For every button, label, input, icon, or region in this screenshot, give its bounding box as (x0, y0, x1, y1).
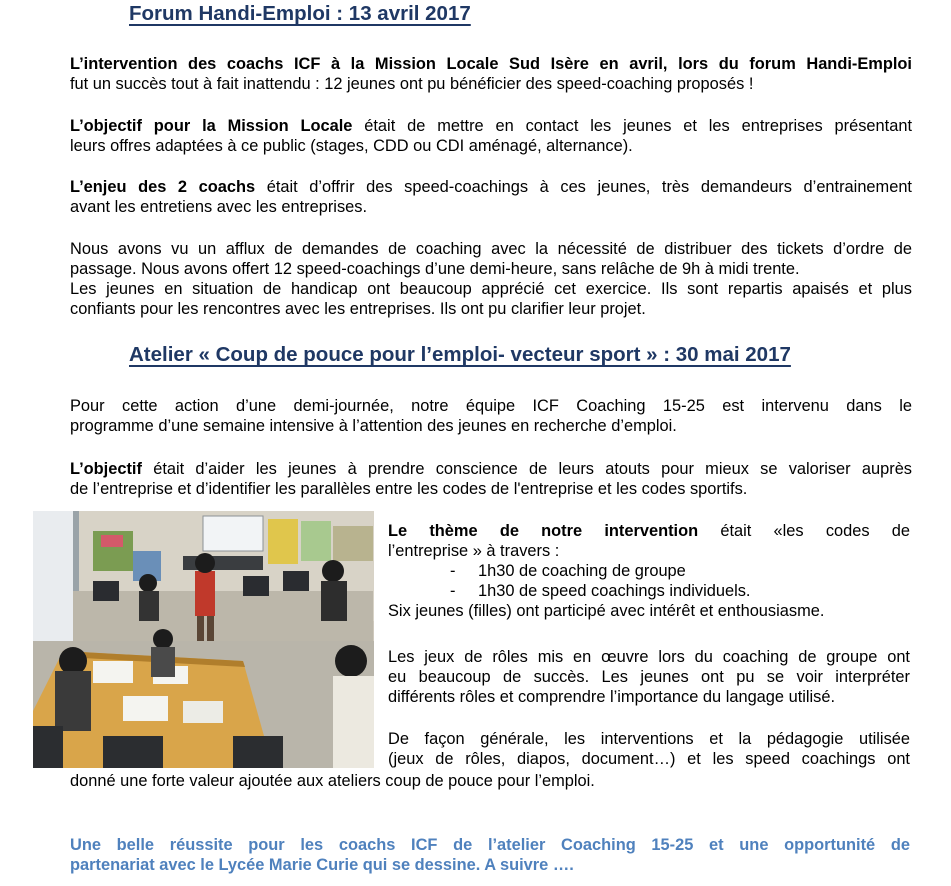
bullet-item: - 1h30 de coaching de groupe (450, 562, 686, 580)
bullet-dash: - (450, 582, 456, 600)
stakes-bold-text: L’enjeu des 2 coachs (70, 178, 256, 196)
objective-bold-text: L’objectif pour la Mission Locale (70, 117, 353, 135)
paragraph-intro (70, 54, 912, 94)
paragraph-stakes: L’enjeu des 2 coachs était d’offrir des speed-coachings à ces jeunes, très demandeurs d’entrainement avant les entretiens avec les entreprises. (70, 178, 912, 216)
classroom-photo-illustration (33, 511, 374, 768)
paragraph-objective-mission: L’objectif pour la Mission Locale était de mettre en contact les jeunes et les entreprises présentant leurs offres adaptées à ce public (stages, CDD ou CDI aménagé, alternance). (70, 117, 912, 155)
paragraph-influx: Nous avons vu un afflux de demandes de coaching avec la nécessité de distribuer des tickets d’ordre de passage. Nous avons offert 12 speed-coachings d’une demi-heure, sans relâche de 9h à midi trente. Les jeunes en situation de handicap ont beaucoup apprécié cet exercice. Ils sont repartis apaisés et plus confiants pour les rencontres avec les entreprises. Ils ont pu clarifier leur projet. (70, 240, 912, 318)
theme-bold-text: Le thème de notre intervention (388, 522, 699, 540)
intro-bold-text: L’intervention des coachs ICF à la Mission Locale Sud Isère en avril, lors du forum Handi-Emploi (70, 55, 912, 73)
paragraph-theme: Le thème de notre intervention était «les codes de l’entreprise » à travers : - 1h30 de coaching de groupe - 1h30 de speed coachings individuels. Six jeunes (filles) ont participé avec intérêt et enthousiasme. (388, 522, 910, 620)
classroom-photo (33, 511, 374, 768)
paragraph-objective-atelier: L’objectif était d’aider les jeunes à prendre conscience de leurs atouts pour mieux se valoriser auprès de l’entreprise et d’identifier les parallèles entre les codes de l'entreprise et les codes sportifs. (70, 460, 912, 498)
section-title-atelier: Atelier « Coup de pouce pour l’emploi- vecteur sport » : 30 mai 2017 (129, 343, 791, 366)
paragraph-general-end: donné une forte valeur ajoutée aux ateliers coup de pouce pour l’emploi. (70, 772, 595, 790)
paragraph-role-play: Les jeux de rôles mis en œuvre lors du coaching de groupe ont eu beaucoup de succès. Les jeunes ont pu se voir interpréter différents rôles et comprendre l’importance du langage utilisé. (388, 648, 910, 706)
participants-text: Six jeunes (filles) ont participé avec intérêt et enthousiasme. (388, 602, 825, 620)
intro-text: fut un succès tout à fait inattendu : 12 jeunes ont pu bénéficier des speed-coaching proposés ! (70, 75, 754, 93)
paragraph-general: De façon générale, les interventions et la pédagogie utilisée (jeux de rôles, diapos, document…) et les speed coachings ont (388, 730, 910, 768)
section-title-forum: Forum Handi-Emploi : 13 avril 2017 (129, 2, 471, 25)
paragraph-action: Pour cette action d’une demi-journée, notre équipe ICF Coaching 15-25 est intervenu dans le programme d’une semaine intensive à l’attention des jeunes en recherche d’emploi. (70, 397, 912, 435)
bullet-dash: - (450, 562, 456, 580)
atelier-objective-bold-text: L’objectif (70, 460, 142, 478)
conclusion-text: Une belle réussite pour les coachs ICF de l’atelier Coaching 15-25 et une opportunité de partenariat avec le Lycée Marie Curie qui se dessine. A suivre …. (70, 836, 910, 874)
bullet-item: - 1h30 de speed coachings individuels. (450, 582, 751, 600)
